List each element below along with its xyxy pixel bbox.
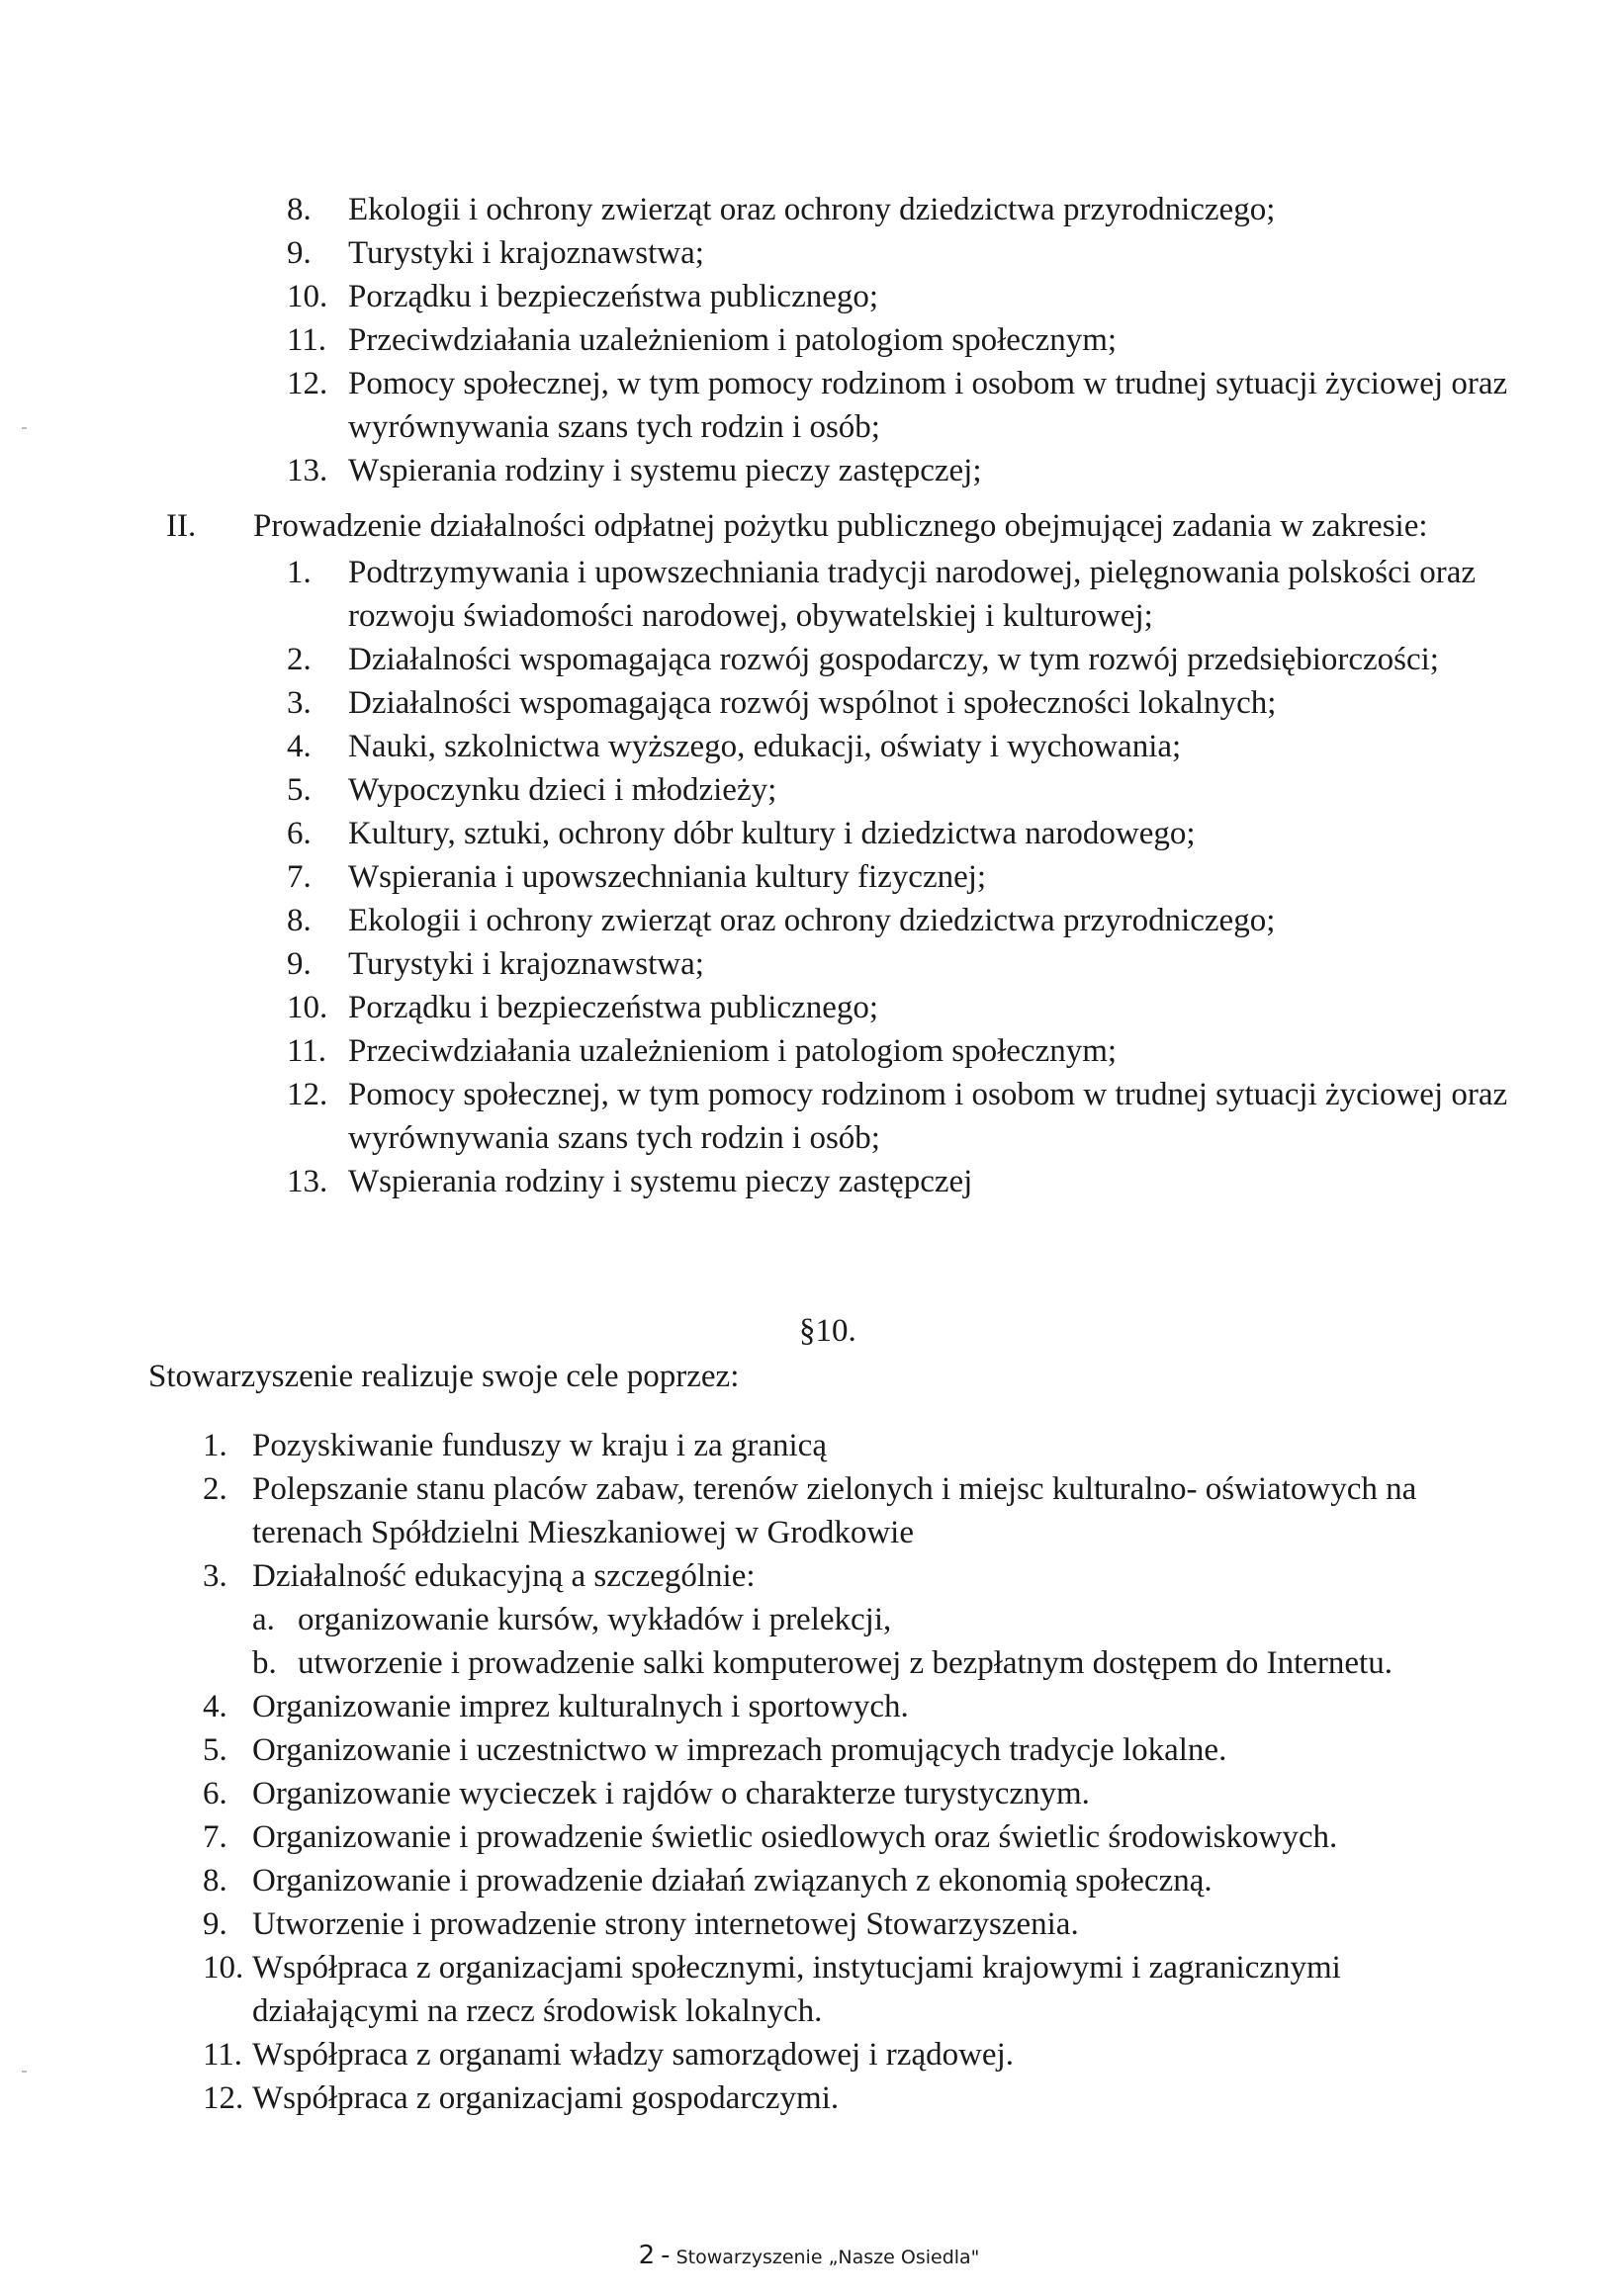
item-number: 9. xyxy=(287,946,312,982)
list-item xyxy=(287,449,1513,492)
list-item xyxy=(287,362,1513,449)
sub-list-item xyxy=(252,1641,1488,1685)
list-item xyxy=(287,986,1513,1029)
list-item xyxy=(287,1029,1513,1073)
item-text: Utworzenie i prowadzenie strony internetowej Stowarzyszenia. xyxy=(252,1906,1079,1942)
list-item xyxy=(287,1160,1513,1203)
item-text: Współpraca z organizacjami gospodarczymi. xyxy=(252,2080,840,2116)
item-number: 12. xyxy=(203,2080,244,2116)
item-text: Nauki, szkolnictwa wyższego, edukacji, oświaty i wychowania; xyxy=(348,729,1182,764)
item-text: Wspierania i upowszechniania kultury fizycznej; xyxy=(348,859,987,895)
item-number: 1. xyxy=(203,1428,227,1463)
item-number: 10. xyxy=(287,279,328,314)
roman-numeral: II. xyxy=(166,508,197,544)
page-number: 2 xyxy=(638,2241,656,2270)
item-text: Ekologii i ochrony zwierząt oraz ochrony dziedzictwa przyrodniczego; xyxy=(348,903,1276,938)
item-text: Podtrzymywania i upowszechniania tradycji narodowej, pielęgnowania polskości oraz rozwoju świadomości narodowej, obywatelskiej i kulturowej; xyxy=(348,555,1476,634)
list-paragraph-10 xyxy=(203,1424,1488,2120)
list-item xyxy=(203,2076,1488,2120)
item-text: Polepszanie stanu placów zabaw, terenów zielonych i miejsc kulturalno- oświatowych na terenach Spółdzielni Mieszkaniowej w Grodkowie xyxy=(252,1471,1417,1550)
item-text: Porządku i bezpieczeństwa publicznego; xyxy=(348,990,879,1025)
item-text: Porządku i bezpieczeństwa publicznego; xyxy=(348,279,879,314)
item-number: 12. xyxy=(287,366,328,401)
item-number: 8. xyxy=(287,192,312,227)
sub-item-text: organizowanie kursów, wykładów i prelekcji, xyxy=(298,1602,892,1637)
list-item xyxy=(287,725,1513,768)
item-text: Organizowanie i prowadzenie świetlic osiedlowych oraz świetlic środowiskowych. xyxy=(252,1819,1338,1855)
list-item xyxy=(203,1728,1488,1772)
item-text: Kultury, sztuki, ochrony dóbr kultury i dziedzictwa narodowego; xyxy=(348,816,1196,851)
item-number: 11. xyxy=(203,2037,243,2073)
paragraph-intro: Stowarzyszenie realizuje swoje cele poprzez: xyxy=(148,1359,740,1394)
item-number: 9. xyxy=(287,235,312,271)
list-item xyxy=(203,1815,1488,1859)
list-item xyxy=(203,1946,1488,2033)
list-item xyxy=(287,768,1513,812)
item-number: 9. xyxy=(203,1906,227,1942)
item-number: 2. xyxy=(287,642,312,677)
list-item xyxy=(203,2033,1488,2076)
list-item xyxy=(287,275,1513,318)
item-text: Współpraca z organami władzy samorządowej i rządowej. xyxy=(252,2037,1014,2073)
item-number: 12. xyxy=(287,1077,328,1112)
item-text: Wspierania rodziny i systemu pieczy zastępczej; xyxy=(348,453,982,488)
item-number: 13. xyxy=(287,1164,328,1199)
item-text: Działalności wspomagająca rozwój gospodarczy, w tym rozwój przedsiębiorczości; xyxy=(348,642,1439,677)
item-text: Działalność edukacyjną a szczególnie: xyxy=(252,1558,756,1594)
sub-list-item xyxy=(252,1598,1488,1641)
item-text: Przeciwdziałania uzależnieniom i patologiom społecznym; xyxy=(348,1033,1118,1069)
list-section-2 xyxy=(287,551,1513,1203)
item-number: 8. xyxy=(287,903,312,938)
item-number: 2. xyxy=(203,1471,227,1507)
item-text: Organizowanie imprez kulturalnych i sportowych. xyxy=(252,1689,909,1724)
item-text: Przeciwdziałania uzależnieniom i patologiom społecznym; xyxy=(348,322,1118,358)
item-number: 3. xyxy=(287,685,312,721)
list-item xyxy=(203,1685,1488,1728)
item-text: Organizowanie i prowadzenie działań związanych z ekonomią społeczną. xyxy=(252,1863,1213,1899)
scan-margin-mark xyxy=(22,2071,27,2073)
item-text: Pozyskiwanie funduszy w kraju i za granicą xyxy=(252,1428,827,1463)
list-item xyxy=(287,942,1513,986)
sub-list xyxy=(203,1598,1488,1685)
list-item xyxy=(287,188,1513,231)
list-item xyxy=(203,1859,1488,1902)
list-item xyxy=(203,1772,1488,1815)
footer-organization-name: Stowarzyszenie „Nasze Osiedla" xyxy=(675,2247,980,2268)
item-text: Wspierania rodziny i systemu pieczy zastępczej xyxy=(348,1164,973,1199)
item-number: 4. xyxy=(287,729,312,764)
item-number: 6. xyxy=(287,816,312,851)
item-number: 4. xyxy=(203,1689,227,1724)
paragraph-sign: §10. xyxy=(799,1313,856,1349)
list-item xyxy=(203,1902,1488,1946)
item-number: 8. xyxy=(203,1863,227,1899)
item-number: 11. xyxy=(287,322,327,358)
item-number: 13. xyxy=(287,453,328,488)
list-item xyxy=(287,638,1513,681)
list-item xyxy=(203,1424,1488,1467)
item-text: Pomocy społecznej, w tym pomocy rodzinom i osobom w trudnej sytuacji życiowej oraz wyrównywania szans tych rodzin i osób; xyxy=(348,1077,1508,1156)
item-number: 1. xyxy=(287,555,312,590)
item-text: Ekologii i ochrony zwierząt oraz ochrony dziedzictwa przyrodniczego; xyxy=(348,192,1276,227)
sub-item-letter: b. xyxy=(252,1645,277,1681)
item-number: 7. xyxy=(287,859,312,895)
list-item xyxy=(287,812,1513,855)
item-text: Turystyki i krajoznawstwa; xyxy=(348,235,704,271)
sub-item-text: utworzenie i prowadzenie salki komputerowej z bezpłatnym dostępem do Internetu. xyxy=(298,1645,1393,1681)
list-item xyxy=(287,855,1513,899)
item-text: Organizowanie i uczestnictwo w imprezach promujących tradycje lokalne. xyxy=(252,1732,1227,1768)
item-number: 11. xyxy=(287,1033,327,1069)
list-item xyxy=(287,899,1513,942)
item-number: 5. xyxy=(287,772,312,808)
item-number: 10. xyxy=(287,990,328,1025)
footer-separator: - xyxy=(661,2241,671,2270)
section-heading-text: Prowadzenie działalności odpłatnej pożytku publicznego obejmującej zadania w zakresie: xyxy=(253,508,1428,544)
list-item xyxy=(287,681,1513,725)
list-item xyxy=(287,551,1513,638)
item-number: 3. xyxy=(203,1558,227,1594)
page-footer xyxy=(0,2243,1618,2270)
item-number: 10. xyxy=(203,1950,244,1986)
item-text: Działalności wspomagająca rozwój wspólnot i społeczności lokalnych; xyxy=(348,685,1277,721)
list-item xyxy=(203,1467,1488,1554)
scan-margin-mark xyxy=(22,427,27,429)
item-text: Turystyki i krajoznawstwa; xyxy=(348,946,704,982)
item-text: Wypoczynku dzieci i młodzieży; xyxy=(348,772,777,808)
list-item xyxy=(203,1554,1488,1598)
list-section-1-continued xyxy=(287,188,1513,492)
item-text: Organizowanie wycieczek i rajdów o charakterze turystycznym. xyxy=(252,1776,1090,1811)
item-text: Współpraca z organizacjami społecznymi, instytucjami krajowymi i zagranicznymi działającymi na rzecz środowisk lokalnych. xyxy=(252,1950,1341,2029)
list-item xyxy=(287,1073,1513,1160)
list-item xyxy=(287,318,1513,362)
item-number: 6. xyxy=(203,1776,227,1811)
sub-item-letter: a. xyxy=(252,1602,275,1637)
item-text: Pomocy społecznej, w tym pomocy rodzinom i osobom w trudnej sytuacji życiowej oraz wyrównywania szans tych rodzin i osób; xyxy=(348,366,1508,445)
item-number: 7. xyxy=(203,1819,227,1855)
list-item xyxy=(287,231,1513,275)
item-number: 5. xyxy=(203,1732,227,1768)
